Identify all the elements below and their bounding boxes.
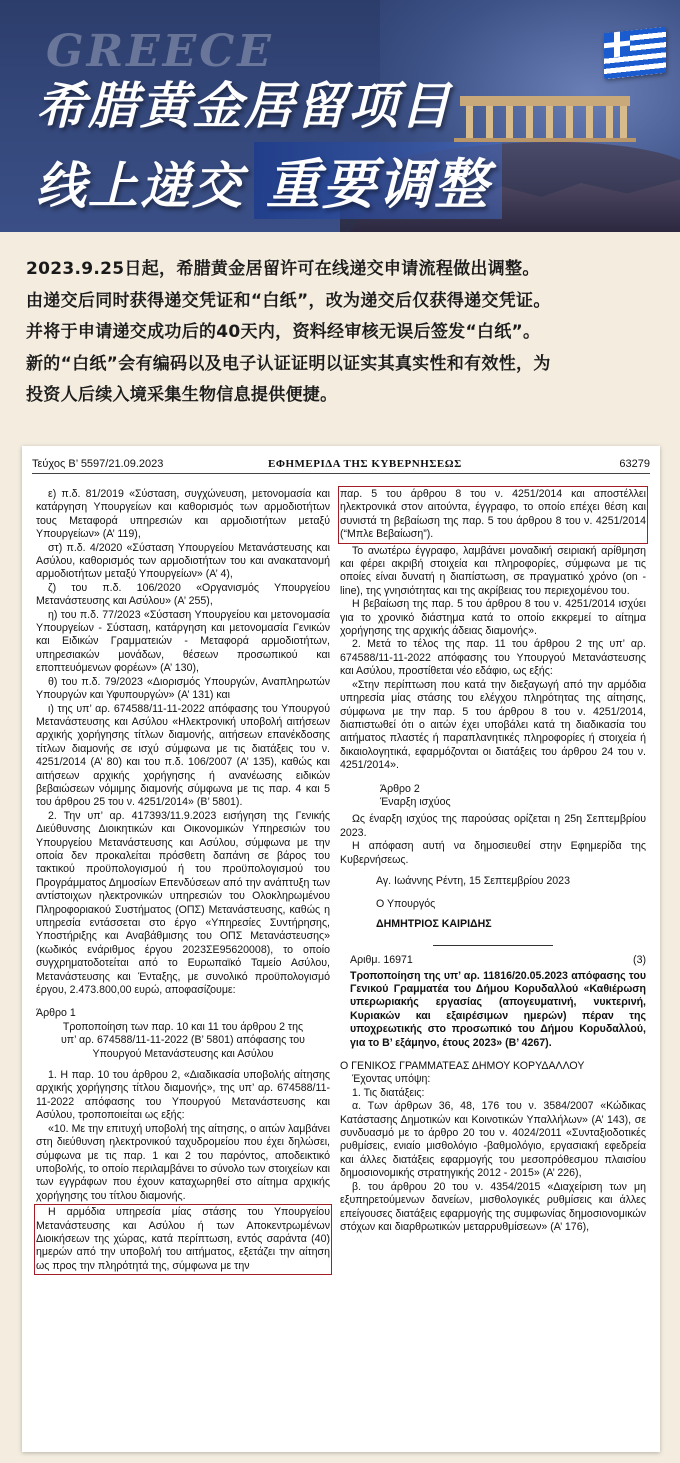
paragraph: α. Των άρθρων 36, 48, 176 του ν. 3584/2007 «Κώδικας Κατάστασης Δημοτικών και Κοινοτικών Υπαλλήλων» (Α’ 143), σε συνδυασμό με το άρθρο 20 του ν. 4024/2011 «Συνταξιοδοτικές ρυθμίσεις, ενιαίο μισθολόγιο -βαθμολόγιο, εργασιακή εφεδρεία και άλλες διατάξεις εφαρμογής του μεσοπρόθεσμου πλαισίου δημοσιονομικής στρατηγικής 2012 - 2015» (Α’ 226), [340, 1100, 646, 1180]
headline-line1: 希腊黄金居留项目 [36, 77, 452, 135]
minister-name: ΔΗΜΗΤΡΙΟΣ ΚΑΙΡΙΔΗΣ [376, 917, 492, 930]
headline-prefix: 线上递交 [36, 157, 244, 215]
paragraph: ι) της υπ’ αρ. 674588/11-11-2022 απόφασης του Υπουργού Μετανάστευσης και Ασύλου «Ηλεκτρονική υποβολή αιτήσεων αρχικής χορήγησης τίτλων διαμονής, αιτήσεων επανέκδοσης τίτλων διαμονής σε ισχύ σύμφωνα με τις διατάξεις του ν. 4251/2014 (Α’ 80) και του π.δ. 106/2007 (Α’ 135), καθώς και αιτήσεων αρχικής χορήγησης ή ανανέωσης ειδικών βεβαιώσεων νόμιμης διαμονής σύμφωνα με τις παρ. 4 και 5 του άρθρου 25 του ν. 4251/2014» (Β’ 5801). [36, 702, 330, 809]
gazette-header [32, 458, 650, 474]
place-date: Αγ. Ιωάννης Ρέντη, 15 Σεπτεμβρίου 2023 [376, 874, 570, 887]
paragraph: Ως έναρξη ισχύος της παρούσας ορίζεται η 25η Σεπτεμβρίου 2023. [340, 813, 646, 839]
intro-line: 并将于申请递交成功后的40天内，资料经审核无误后签发“白纸”。 [26, 322, 541, 342]
paragraph: Έχοντας υπόψη: [352, 1073, 431, 1086]
paragraph: 1. Η παρ. 10 του άρθρου 2, «Διαδικασία υποβολής αίτησης αρχικής χορήγησης τίτλου διαμονής», της υπ’ αρ. 674588/11-11-2022 απόφασης του Υπουργού Μετανάστευσης και Ασύλου, τροποποιείται ως εξής: [36, 1069, 330, 1122]
decision-number: Αριθμ. 16971 [350, 954, 413, 967]
gazette-page-number: 63279 [619, 458, 650, 470]
paragraph: στ) π.δ. 4/2020 «Σύσταση Υπουργείου Μετανάστευσης και Ασύλου, καθορισμός των αρμοδιοτήτων του και ανακατανομή αρμοδιοτήτων μεταξύ Υπουργείων» (Α’ 4), [36, 541, 330, 581]
article-1-heading: Άρθρο 1 [36, 1007, 76, 1020]
gazette-issue: Τεύχος Β’ 5597/21.09.2023 [32, 458, 164, 470]
greek-flag-icon [604, 27, 666, 80]
gazette-left-column [36, 488, 330, 1273]
paragraph: Το ανωτέρω έγγραφο, λαμβάνει μοναδική σειριακή αρίθμηση και φέρει ακριβή στοιχεία και πληροφορίες, σύμφωνα με τις οποίες είναι δυνατή η διαπίστωση, σε πραγματικό χρόνο (on - line), της γνησιότητας και της ακρίβειας του περιεχομένου του. [340, 544, 646, 597]
paragraph: ε) π.δ. 81/2019 «Σύσταση, συγχώνευση, μετονομασία και κατάργηση Υπουργείων και καθορισμός των αρμοδιοτήτων τους Μεταφορά υπηρεσιών και αρμοδιοτήτων μεταξύ Υπουργείων» (Α’ 119), [36, 488, 330, 541]
parthenon-illustration [460, 96, 630, 142]
intro-line: 2023.9.25日起，希腊黄金居留许可在线递交申请流程做出调整。 [26, 259, 540, 279]
article-1-title: Τροποποίηση των παρ. 10 και 11 του άρθρου 2 της υπ’ αρ. 674588/11-11-2022 (Β’ 5801) απόφασης του Υπουργού Μετανάστευσης και Ασύλου [61, 1020, 305, 1060]
intro-line: 由递交后同时获得递交凭证和“白纸”，改为递交后仅获得递交凭证。 [26, 290, 551, 311]
gazette-page [22, 446, 660, 1452]
headline-highlight: 重要调整 [254, 142, 502, 219]
intro-line: 投资人后续入境采集生物信息提供便捷。 [26, 385, 338, 405]
minister-title: Ο Υπουργός [376, 898, 436, 911]
paragraph: 2. Μετά το τέλος της παρ. 11 του άρθρου 2 της υπ’ αρ. 674588/11-11-2022 απόφασης του Υπουργού Μετανάστευσης και Ασύλου, προστίθεται νέο εδάφιο, ως εξής: [340, 638, 646, 678]
general-secretary-heading: Ο ΓΕΝΙΚΟΣ ΓΡΑΜΜΑΤΕΑΣ ΔΗΜΟΥ ΚΟΡΥΔΑΛΛΟΥ [340, 1060, 585, 1073]
paragraph: 1. Τις διατάξεις: [352, 1086, 425, 1099]
decision-title: Τροποποίηση της υπ’ αρ. 11816/20.05.2023 απόφασης του Γενικού Γραμματέα του Δήμου Κορυδαλλού «Καθιέρωση υπερωριακής εργασίας (απογευματινή, νυκτερινή, Κυριακών και εξαιρέσιμων ημερών) πέραν της υποχρεωτικής στο προσωπικό του Δήμου Κορυδαλλού, για το Β’ εξάμηνο, έτους 2023» (Β’ 4267). [350, 969, 646, 1049]
hero-banner [0, 0, 680, 232]
article-2-heading: Άρθρο 2 [380, 782, 420, 795]
brand-word: GREECE [46, 26, 274, 77]
paragraph: θ) του π.δ. 79/2023 «Διορισμός Υπουργών, Αναπληρωτών Υπουργών και Υφυπουργών» (Α’ 131) και [36, 675, 330, 702]
paragraph: β. του άρθρου 20 του ν. 4354/2015 «Διαχείριση των μη εξυπηρετούμενων δανείων, μισθολογικές ρυθμίσεις και άλλες επείγουσες διατάξεις εφαρμογής της συμφωνίας δημοσιονομικών στόχων και διαρθρωτικών μεταρρυθμίσεων» (Α’ 176), [340, 1180, 646, 1233]
headline-line2 [36, 142, 502, 219]
decision-index: (3) [633, 954, 646, 967]
paragraph: «10. Με την επιτυχή υποβολή της αίτησης, ο αιτών λαμβάνει στη διεύθυνση ηλεκτρονικού ταχυδρομείου που έχει δηλώσει, σύμφωνα με τις παρ. 1 και 2 του παρόντος, αποδεικτικό υποβολής, το οποίο περιλαμβάνει το σύνολο των στοιχείων και των εγγράφων που έχουν καταχωρηθεί στο αίτημα αρχικής χορήγησης του τίτλου διαμονής. [36, 1122, 330, 1202]
paragraph: Η απόφαση αυτή να δημοσιευθεί στην Εφημερίδα της Κυβερνήσεως. [340, 840, 646, 866]
paragraph: «Στην περίπτωση που κατά την διεξαγωγή από την αρμόδια υπηρεσία μίας στάσης του ελέγχου πληρότητας της αίτησης, σύμφωνα με την παρ. 5 του άρθρου 8 του ν. 4251/2014, διαπιστωθεί ότι ο αιτών έχει υποβάλει κατά τη διαδικασία του αιτήματος πλαστές ή παραπλανητικές πληροφορίες ή στοιχεία ή δικαιολογητικά, εφαρμόζονται οι διατάξεις του άρθρου 24 του ν. 4251/2014». [340, 678, 646, 772]
paragraph: Η βεβαίωση της παρ. 5 του άρθρου 8 του ν. 4251/2014 ισχύει για το χρονικό διάστημα κατά το οποίο εκκρεμεί το αίτημα χορήγησης της αρχικής άδειας διαμονής». [340, 598, 646, 638]
decision-number-row [350, 954, 646, 967]
paragraph: ζ) του π.δ. 106/2020 «Οργανισμός Υπουργείου Μετανάστευσης και Ασύλου» (Α’ 255), [36, 581, 330, 608]
intro-section [0, 232, 680, 432]
article-2-title: Έναρξη ισχύος [380, 795, 451, 808]
gazette-right-column [340, 488, 646, 1234]
intro-line: 新的“白纸”会有编码以及电子认证证明以证实其真实性和有效性，为 [26, 353, 551, 374]
gazette-name: ΕΦΗΜΕΡΙΔΑ ΤΗΣ ΚΥΒΕΡΝΗΣΕΩΣ [268, 458, 462, 470]
highlighted-paragraph: Η αρμόδια υπηρεσία μίας στάσης του Υπουργείου Μετανάστευσης και Ασύλου ή των Αποκεντρωμένων Διοικήσεων της χώρας, κατά περίπτωση, εντός σαράντα (40) ημερών από την υποβολή του αιτήματος, εξετάζει την αίτηση ως προς την πληρότητά της, σύμφωνα με την [36, 1206, 330, 1272]
section-divider [433, 945, 553, 946]
highlighted-paragraph: παρ. 5 του άρθρου 8 του ν. 4251/2014 και αποστέλλει ηλεκτρονικά στον αιτούντα, έγγραφο, το οποίο επέχει θέση και συνιστά τη βεβαίωση της παρ. 5 του άρθρου 8 του ν. 4251/2014 (“Μπλε Βεβαίωση”). [340, 488, 646, 541]
gazette-section [0, 432, 680, 1463]
paragraph: 2. Την υπ’ αρ. 417393/11.9.2023 εισήγηση της Γενικής Διεύθυνσης Διοικητικών και Οικονομικών Υπηρεσιών του Υπουργείου Μετανάστευσης και Ασύλου, σύμφωνα με την οποία δεν προκαλείται πρόσθετη δαπάνη σε βάρος του τακτικού προϋπολογισμού ή του προϋπολογισμού του Προγράμματος Δημοσίων Επενδύσεων από την ανάπτυξη των αντίστοιχων ηλεκτρονικών υπηρεσιών του Ολοκληρωμένου Πληροφοριακού Συστήματος (ΟΠΣ) Μετανάστευσης, καθώς η υπηρεσία εντάσσεται στο έργο «Υπηρεσίες Συντήρησης, Υποστήριξης και Αναβάθμισης του ΟΠΣ Μετανάστευσης» (κωδικός ενάριθμος έργου 2023ΣΕ95620008), το οποίο συγχρηματοδοτείται από το Ευρωπαϊκό Ταμείο Ασύλου, Μετανάστευσης και Ένταξης, με συνολικό προϋπολογισμό έργου, 2.473.800,00 ευρώ, αποφασίζουμε: [36, 809, 330, 997]
paragraph: η) του π.δ. 77/2023 «Σύσταση Υπουργείου και μετονομασία Υπουργείων - Σύσταση, κατάργηση και μετονομασία Γενικών και Ειδικών Γραμματειών - Μεταφορά αρμοδιοτήτων, υπηρεσιακών μονάδων, θέσεων προσωπικού και εποπτευόμενων φορέων» (Α’ 130), [36, 608, 330, 675]
